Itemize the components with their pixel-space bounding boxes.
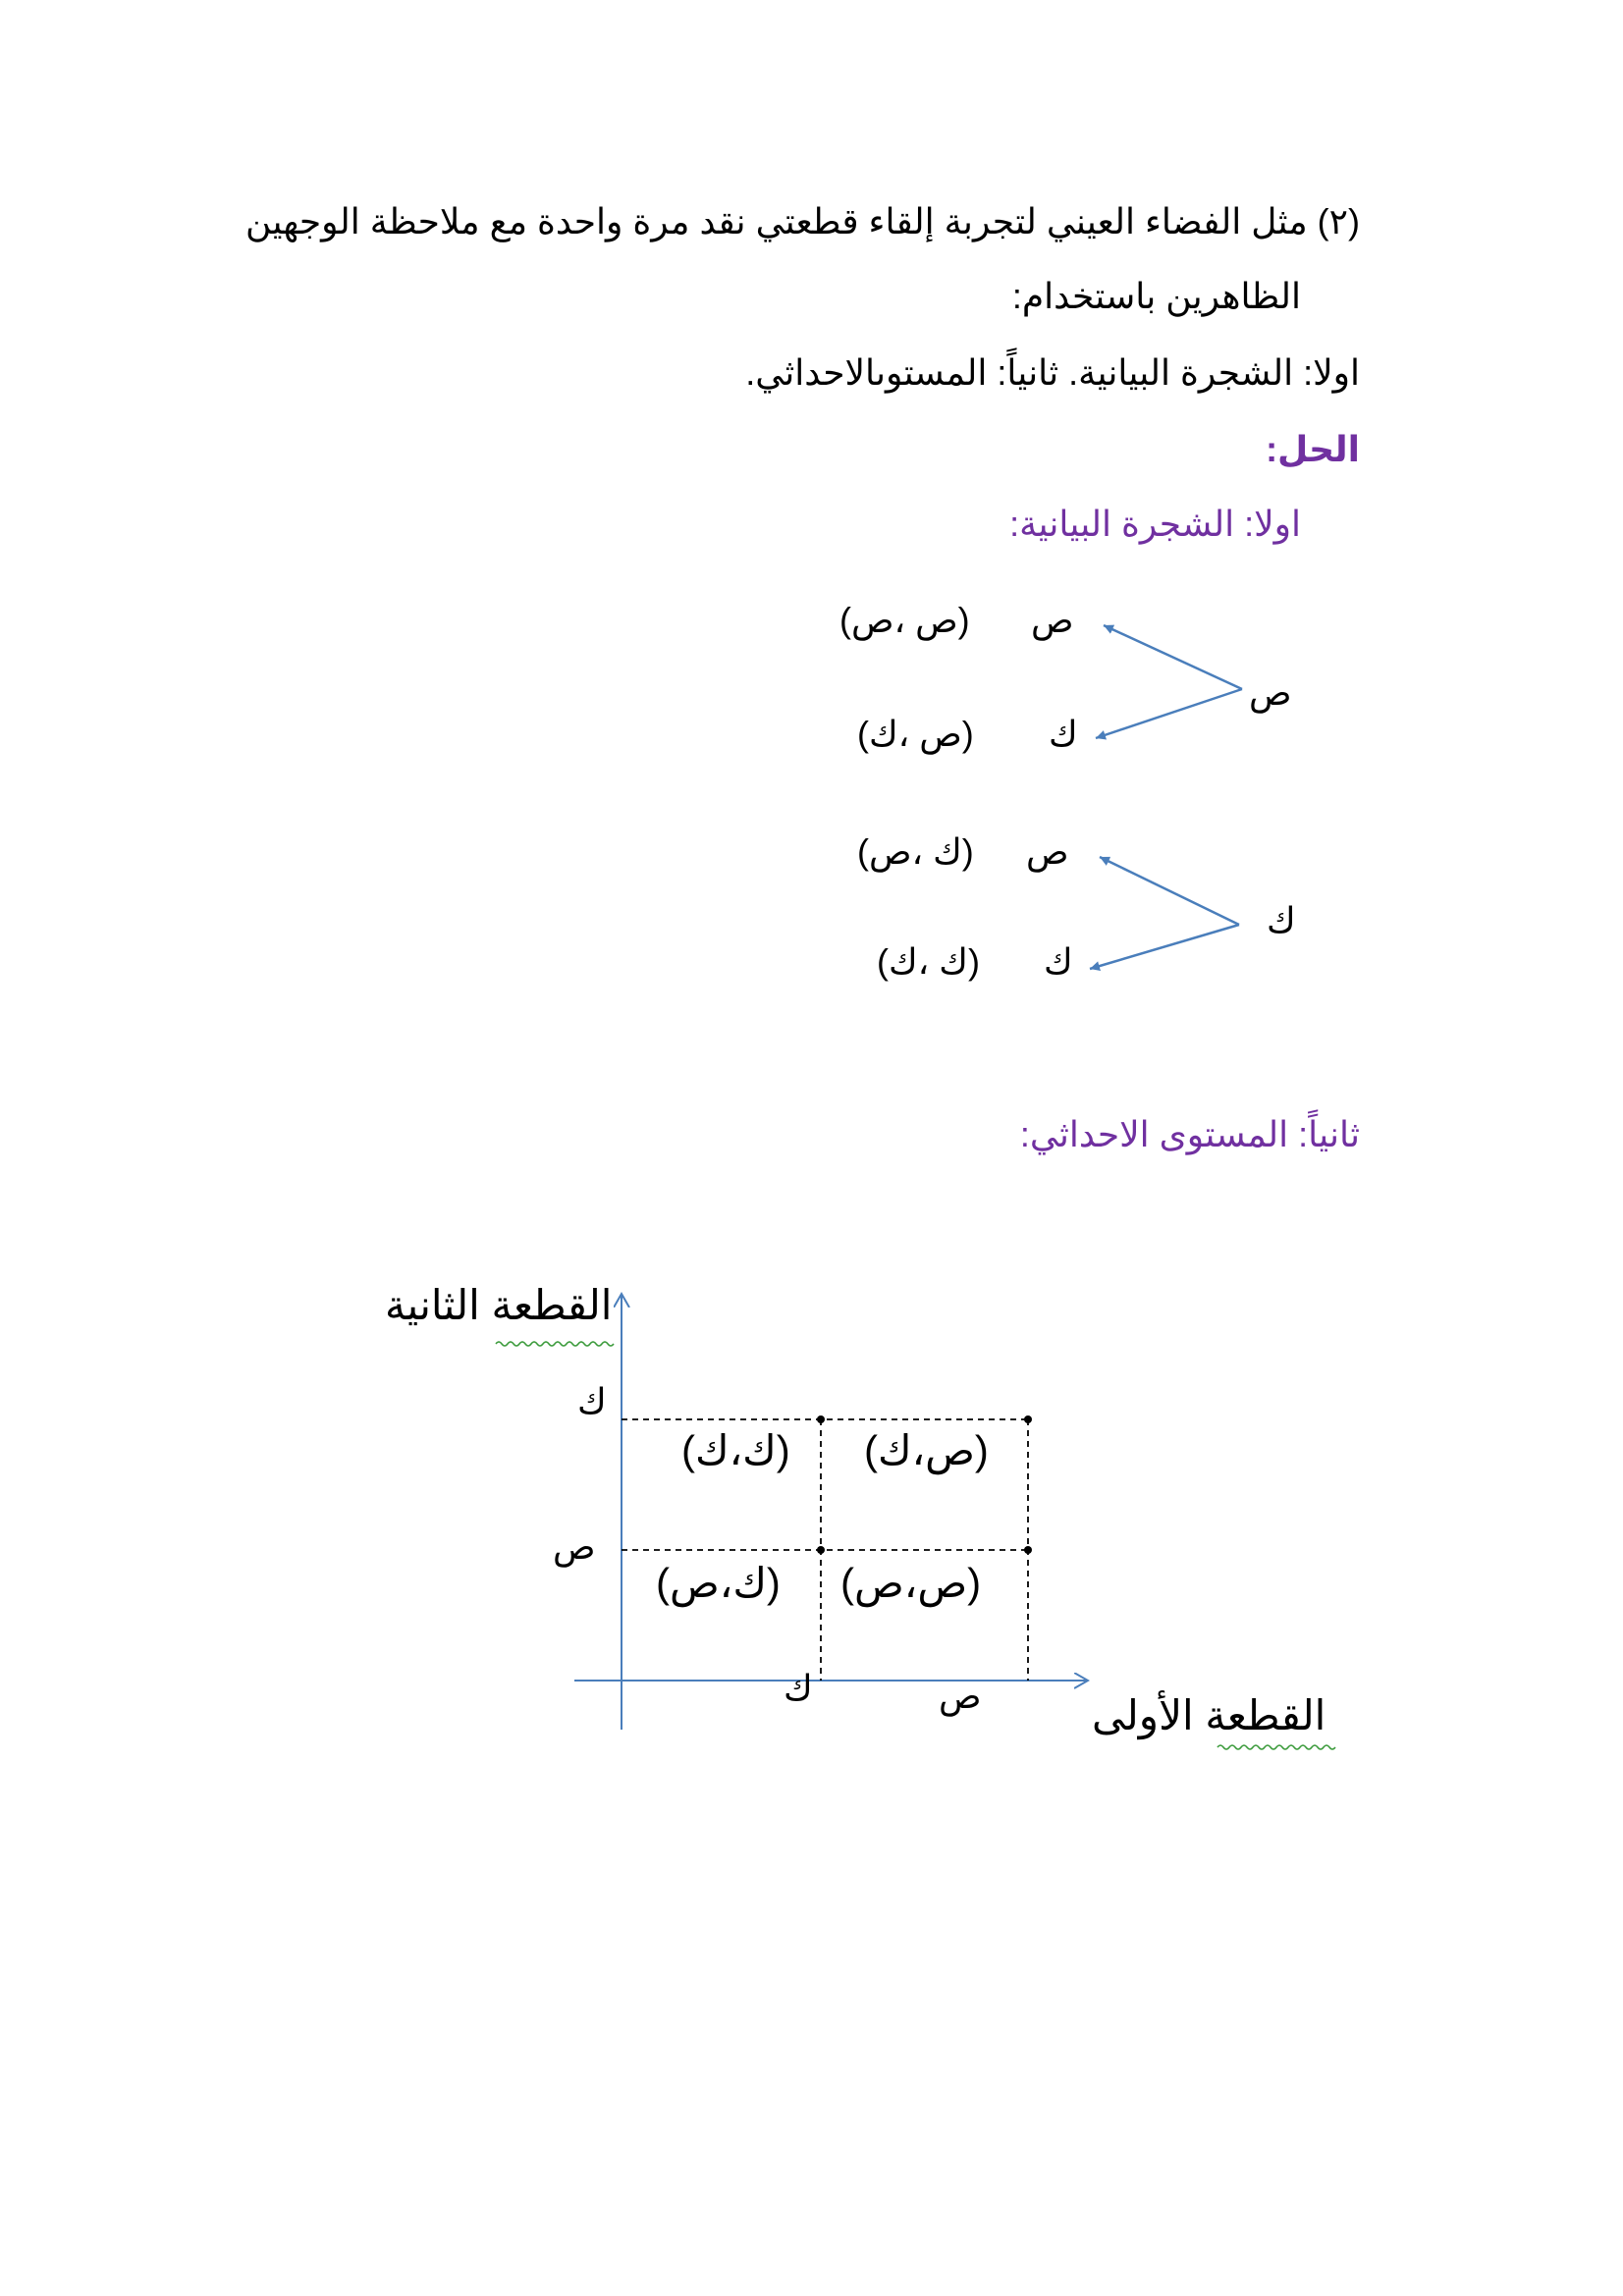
tree-heading: اولا: الشجرة البيانية: <box>1009 504 1301 544</box>
x-tick-label: ص <box>939 1676 982 1716</box>
tree-outcome-pair: (ص ،ك) <box>857 714 974 754</box>
cell-pair: (ص،ص) <box>840 1560 982 1606</box>
solution-heading: الحل: <box>1266 429 1360 469</box>
tree-outcome-pair: (ص ،ص) <box>839 600 970 640</box>
tree-leaf-label: ك <box>1049 714 1078 754</box>
y-tick-label: ك <box>577 1381 607 1421</box>
tree-leaf-label: ك <box>1044 941 1073 982</box>
tree-outcome-pair: (ك ،ص) <box>857 831 974 872</box>
y-axis-label: القطعة الثانية <box>385 1282 613 1328</box>
question-line-1: (٢) مثل الفضاء العيني لتجربة إلقاء قطعتي نقد مرة واحدة مع ملاحظة الوجهين <box>245 201 1360 241</box>
tree-leaf-label: ص <box>1031 600 1074 640</box>
tree-outcome-pair: (ك ،ك) <box>877 941 980 982</box>
cell-pair: (ك،ص) <box>656 1560 781 1606</box>
cell-pair: (ك،ك) <box>681 1427 790 1473</box>
tree-root-label: ك <box>1267 900 1296 940</box>
tree-leaf-label: ص <box>1026 831 1069 872</box>
x-tick-label: ك <box>784 1668 813 1708</box>
y-tick-label: ص <box>553 1526 596 1567</box>
x-axis-label: القطعة الأولى <box>1092 1692 1326 1738</box>
plane-heading: ثانياً: المستوى الاحداثي: <box>1019 1114 1360 1154</box>
cell-pair: (ص،ك) <box>864 1427 989 1473</box>
spellcheck-underline <box>496 1342 614 1346</box>
spellcheck-underline <box>1217 1745 1335 1749</box>
question-line-3: اولا: الشجرة البيانية. ثانياً: المستوىالاحداثي. <box>745 352 1360 393</box>
question-line-2: الظاهرين باستخدام: <box>1011 276 1301 316</box>
tree-root-label: ص <box>1249 672 1292 713</box>
